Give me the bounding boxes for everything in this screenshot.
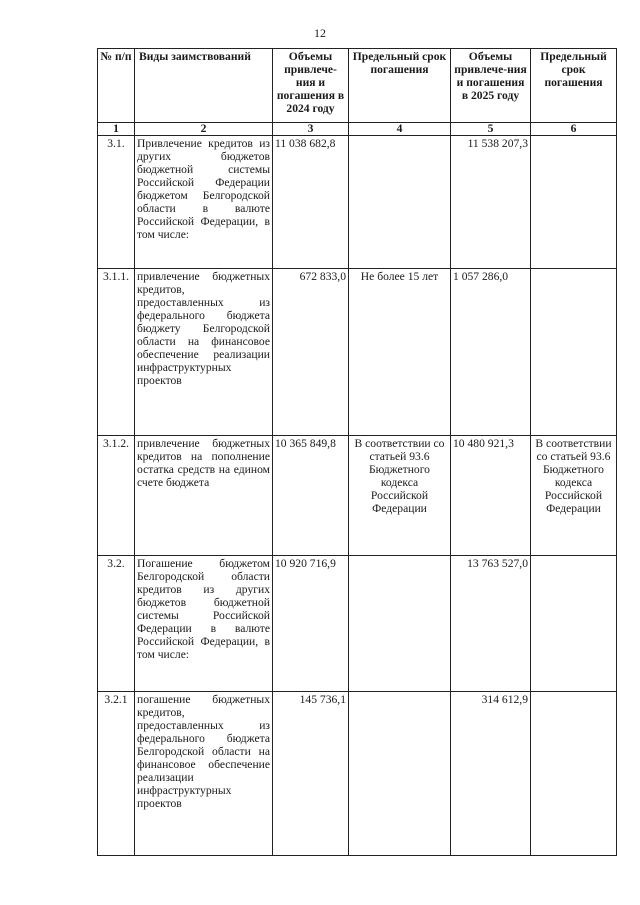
row-term-2024: Не более 15 лет <box>349 269 451 436</box>
header-volume-2025: Объемы привлече-ния и погашения в 2025 году <box>451 49 531 123</box>
row-term-2024 <box>349 692 451 856</box>
row-description: Привлечение кредитов из других бюджетов бюджетной системы Российской Федерации бюджетом Белгородской области в валюте Российской Федерации, в том числе: <box>135 136 273 269</box>
page-number: 12 <box>314 26 326 40</box>
table-row <box>98 136 617 269</box>
table-row <box>98 692 617 856</box>
row-volume-2024: 11 038 682,8 <box>273 136 349 269</box>
column-number: 1 <box>98 123 135 136</box>
row-term-2024 <box>349 556 451 692</box>
column-number: 2 <box>135 123 273 136</box>
row-term-2025 <box>531 136 617 269</box>
row-number: 3.1.1. <box>98 269 135 436</box>
row-number: 3.2.1 <box>98 692 135 856</box>
column-number: 3 <box>273 123 349 136</box>
column-number: 5 <box>451 123 531 136</box>
row-term-2024 <box>349 136 451 269</box>
row-number: 3.1. <box>98 136 135 269</box>
column-number-row <box>98 123 617 136</box>
row-volume-2025: 10 480 921,3 <box>451 436 531 556</box>
row-term-2025: В соответствии со статьей 93.6 Бюджетного кодекса Российской Федерации <box>531 436 617 556</box>
header-term-2024: Предельный срок погашения <box>349 49 451 123</box>
borrowings-table <box>97 48 617 856</box>
row-volume-2024: 10 920 716,9 <box>273 556 349 692</box>
row-description: Погашение бюджетом Белгородской области кредитов из других бюджетов бюджетной системы Российской Федерации в валюте Российской Федерации, в том числе: <box>135 556 273 692</box>
column-number: 4 <box>349 123 451 136</box>
row-description: погашение бюджетных кредитов, предоставленных из федерального бюджета Белгородской области на финансовое обеспечение реализации инфраструктурных проектов <box>135 692 273 856</box>
header-volume-2024: Объемы привлече-ния и погашения в 2024 году <box>273 49 349 123</box>
table-row <box>98 436 617 556</box>
row-term-2024: В соответствии со статьей 93.6 Бюджетного кодекса Российской Федерации <box>349 436 451 556</box>
row-volume-2025: 1 057 286,0 <box>451 269 531 436</box>
row-volume-2024: 10 365 849,8 <box>273 436 349 556</box>
header-number: № п/п <box>98 49 135 123</box>
row-volume-2024: 145 736,1 <box>273 692 349 856</box>
table-row <box>98 556 617 692</box>
row-description: привлечение бюджетных кредитов на пополнение остатка средств на едином счете бюджета <box>135 436 273 556</box>
row-volume-2025: 314 612,9 <box>451 692 531 856</box>
table-header <box>98 49 617 123</box>
row-term-2025 <box>531 692 617 856</box>
table-row <box>98 269 617 436</box>
row-description: привлечение бюджетных кредитов, предоставленных из федерального бюджета бюджету Белгородской области на финансовое обеспечение реализации инфраструктурных проектов <box>135 269 273 436</box>
row-number: 3.2. <box>98 556 135 692</box>
row-term-2025 <box>531 556 617 692</box>
header-term-2025: Предельный срок погашения <box>531 49 617 123</box>
row-volume-2025: 13 763 527,0 <box>451 556 531 692</box>
header-borrowing-types: Виды заимствований <box>135 49 273 123</box>
row-number: 3.1.2. <box>98 436 135 556</box>
row-term-2025 <box>531 269 617 436</box>
row-volume-2024: 672 833,0 <box>273 269 349 436</box>
column-number: 6 <box>531 123 617 136</box>
row-volume-2025: 11 538 207,3 <box>451 136 531 269</box>
